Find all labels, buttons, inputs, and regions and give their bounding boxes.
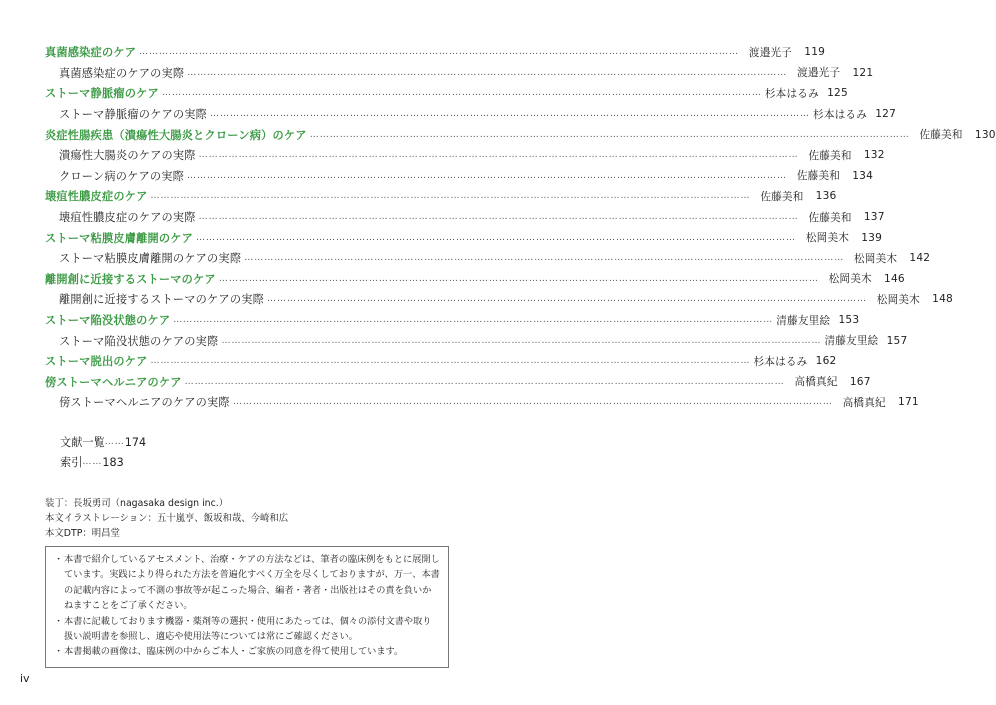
toc-title: ストーマ粘膜皮膚離開のケア [45, 231, 194, 245]
leader-dots: ……………………………………………………………………………………………………………………………………………………………… [221, 335, 822, 346]
toc-chapter-row[interactable] [45, 227, 883, 248]
toc-section-row[interactable] [45, 104, 897, 125]
toc-title: 壊疽性膿皮症のケアの実際 [59, 211, 196, 225]
toc-chapter-row[interactable] [45, 186, 837, 207]
toc-section-row[interactable] [45, 248, 931, 269]
toc-chapter-row[interactable] [45, 372, 871, 393]
toc-section-row[interactable] [45, 207, 885, 228]
toc-chapter-row[interactable] [45, 83, 848, 104]
toc-page-number: 125 [827, 87, 848, 100]
leader-dots: ……………………………………………………………………………………………………………………………………………………………… [187, 170, 788, 181]
toc-page-number: 157 [886, 334, 908, 347]
toc-page-number: 167 [849, 375, 871, 388]
toc-author: 渡邉光子 [797, 67, 841, 80]
toc-title: ストーマ陥没状態のケア [45, 314, 171, 328]
leader-dots: …… [82, 457, 103, 467]
toc-section-row[interactable] [45, 63, 874, 84]
toc-page-number: 130 [974, 128, 996, 141]
toc-chapter-row[interactable] [45, 310, 860, 331]
leader-dots: ……………………………………………………………………………………………………………………………………………………………… [184, 376, 785, 387]
toc-chapter-row[interactable] [45, 351, 837, 372]
index-page: 183 [102, 455, 124, 469]
leader-dots: ……………………………………………………………………………………………………………………………………………………………… [232, 397, 833, 408]
leader-dots: ……………………………………………………………………………………………………………………………………………………………… [161, 88, 762, 99]
toc-chapter-row[interactable] [45, 42, 826, 63]
index-entry[interactable] [60, 452, 146, 472]
toc-page-number: 148 [932, 293, 953, 306]
credit-binding: 装丁：長坂勇司（nagasaka design inc.） [45, 498, 229, 509]
disclaimer-note [54, 552, 440, 614]
toc-title: ストーマ静脈瘤のケア [45, 87, 159, 101]
disclaimer-text: 本書で紹介しているアセスメント、治療・ケアの方法などは、筆者の臨床例をもとに展開しています。実践により得られた方法を普遍化すべく万全を尽くしておりますが、万一、本書の記載内容によって不測の事故等が起こった場合、編者・著者・出版社はその責を負いかねますことをご了承ください。 [64, 554, 440, 612]
leader-dots: ……………………………………………………………………………………………………………………………………………………………… [210, 109, 811, 120]
toc-page-number: 136 [815, 190, 837, 203]
toc-author: 杉本はるみ [753, 355, 808, 368]
credit-illustration: 本文イラストレーション：五十嵐亨、飯坂和哉、今崎和広 [45, 513, 289, 524]
toc-title: ストーマ粘膜皮膚離開のケアの実際 [59, 252, 242, 266]
page-number: iv [20, 672, 30, 685]
toc-author: 清藤友里絵 [824, 335, 879, 348]
toc-title: 炎症性腸疾患（潰瘍性大腸炎とクローン病）のケア [45, 128, 307, 142]
leader-dots: ……………………………………………………………………………………………………………………………………………………………… [150, 356, 751, 367]
leader-dots: …… [104, 437, 125, 447]
leader-dots: ……………………………………………………………………………………………………………………………………………………………… [309, 129, 910, 140]
toc-page-number: 162 [815, 355, 837, 368]
toc-page-number: 139 [861, 231, 883, 244]
table-of-contents [45, 42, 996, 413]
toc-author: 松岡美木 [828, 273, 872, 286]
toc-title: 傍ストーマヘルニアのケア [45, 375, 182, 389]
toc-title: 真菌感染症のケア [45, 46, 137, 60]
leader-dots: ……………………………………………………………………………………………………………………………………………………………… [196, 232, 797, 243]
leader-dots: ……………………………………………………………………………………………………………………………………………………………… [218, 273, 819, 284]
toc-author: 高橋真紀 [842, 396, 886, 409]
toc-page-number: 137 [863, 211, 885, 224]
toc-title: 壊疽性膿皮症のケア [45, 190, 148, 204]
credit-dtp: 本文DTP：明昌堂 [45, 528, 120, 539]
leader-dots: ……………………………………………………………………………………………………………………………………………………………… [198, 212, 799, 223]
toc-author: 松岡美木 [805, 232, 850, 245]
toc-page-number: 171 [898, 396, 919, 409]
toc-title: ストーマ静脈瘤のケアの実際 [59, 108, 208, 122]
toc-title: ストーマ脱出のケア [45, 355, 148, 369]
toc-author: 佐藤美和 [808, 149, 852, 162]
toc-section-row[interactable] [45, 289, 953, 310]
toc-page-number: 119 [804, 46, 826, 59]
leader-dots: ……………………………………………………………………………………………………………………………………………………………… [187, 67, 788, 78]
back-matter-list [60, 432, 146, 472]
toc-chapter-row[interactable] [45, 124, 996, 145]
toc-title: 傍ストーマヘルニアのケアの実際 [59, 396, 230, 410]
toc-page-number: 127 [875, 108, 897, 121]
bibliography-entry[interactable] [60, 432, 146, 452]
toc-title: 潰瘍性大腸炎のケアの実際 [59, 149, 196, 163]
toc-author: 松岡美木 [876, 293, 920, 306]
leader-dots: ……………………………………………………………………………………………………………………………………………………………… [150, 191, 751, 202]
leader-dots: ……………………………………………………………………………………………………………………………………………………………… [266, 294, 867, 305]
toc-page-number: 153 [838, 314, 860, 327]
toc-section-row[interactable] [45, 145, 885, 166]
bullet-icon: ・ [54, 554, 64, 565]
toc-section-row[interactable] [45, 166, 874, 187]
leader-dots: ……………………………………………………………………………………………………………………………………………………………… [139, 47, 740, 58]
toc-title: 離開創に近接するストーマのケアの実際 [59, 293, 264, 307]
toc-page-number: 134 [852, 169, 874, 182]
toc-author: 佐藤美和 [796, 170, 841, 183]
leader-dots: ……………………………………………………………………………………………………………………………………………………………… [198, 150, 799, 161]
disclaimer-text: 本書掲載の画像は、臨床例の中からご本人・ご家族の同意を得て使用しています。 [64, 646, 404, 658]
toc-section-row[interactable] [45, 392, 919, 413]
credits [45, 496, 288, 541]
disclaimer-note [54, 644, 440, 659]
toc-title: ストーマ陥没状態のケアの実際 [59, 334, 219, 348]
toc-page-number: 146 [884, 272, 905, 285]
toc-section-row[interactable] [45, 330, 908, 351]
toc-author: 杉本はるみ [764, 87, 819, 100]
toc-author: 杉本はるみ [813, 108, 868, 121]
leader-dots: ……………………………………………………………………………………………………………………………………………………………… [244, 253, 845, 264]
disclaimer-box [45, 546, 449, 668]
toc-chapter-row[interactable] [45, 269, 905, 290]
disclaimer-text: 本書に記載しております機器・薬剤等の選択・使用にあたっては、個々の添付文書や取り扱い説明書を参照し、適応や使用法等については常にご確認ください。 [64, 615, 432, 643]
index-label: 索引 [60, 456, 83, 469]
toc-author: 高橋真紀 [794, 376, 838, 389]
toc-page-number: 132 [863, 149, 885, 162]
toc-author: 渡邉光子 [748, 46, 793, 59]
bullet-icon: ・ [54, 615, 64, 627]
toc-title: クローン病のケアの実際 [59, 169, 185, 183]
leader-dots: ……………………………………………………………………………………………………………………………………………………………… [173, 315, 774, 326]
toc-author: 佐藤美和 [808, 211, 852, 224]
toc-author: 佐藤美和 [760, 190, 804, 203]
toc-author: 松岡美木 [854, 252, 898, 265]
toc-page-number: 142 [909, 252, 931, 265]
toc-page-number: 121 [852, 66, 874, 79]
bibliography-label: 文献一覧 [60, 436, 105, 449]
bibliography-page: 174 [124, 435, 147, 449]
toc-title: 真菌感染症のケアの実際 [59, 66, 185, 80]
bullet-icon: ・ [54, 646, 64, 658]
toc-author: 佐藤美和 [919, 129, 963, 142]
toc-title: 離開創に近接するストーマのケア [45, 272, 216, 286]
disclaimer-note [54, 614, 440, 645]
toc-author: 清藤友里絵 [776, 314, 831, 327]
